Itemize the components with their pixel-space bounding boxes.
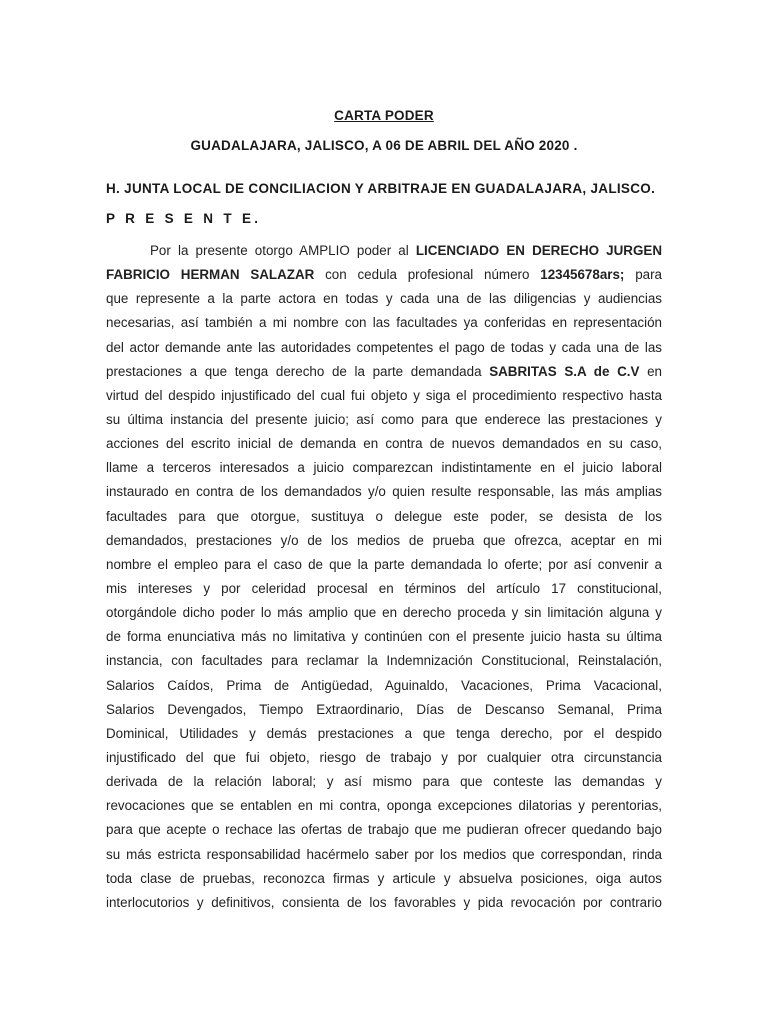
bold-text: SABRITAS S.A de C.V [489,363,640,379]
body-line [106,649,662,673]
body-line [106,360,662,384]
body-line [106,601,662,625]
body-line [106,287,662,311]
body-text: interlocutorios y definitivos, consienta de los favorables y pida revocación por contrario [106,894,662,910]
body-text: para que acepte o rechace las ofertas de trabajo que me pudieran ofrecer quedando bajo [106,822,662,838]
body-text: Dominical, Utilidades y demás prestaciones a que tenga derecho, por el despido [106,725,662,741]
body-line [106,891,662,915]
body-text: otorgándole dicho poder lo más amplio que en derecho proceda y sin limitación alguna y [106,605,662,621]
bold-text: LICENCIADO EN DERECHO JURGEN [415,243,662,258]
body-text: en [639,363,662,379]
body-line [106,239,662,263]
document-title: CARTA PODER [334,108,434,123]
body-line [106,625,662,649]
body-line [106,794,662,818]
body-text: nombre el empleo para el caso de que la parte demandada lo oferte; por así convenir a [106,556,662,572]
body-text: para [624,267,662,283]
body-text: instancia, con facultades para reclamar la Indemnización Constitucional, Reinstalación, [106,653,662,669]
body-line [106,722,662,746]
bold-text: FABRICIO HERMAN SALAZAR [106,267,315,283]
body-text: virtud del despido injustificado del cual fui objeto y siga el procedimiento respectivo hasta [106,387,662,403]
addressee: H. JUNTA LOCAL DE CONCILIACION Y ARBITRAJE EN GUADALAJARA, JALISCO. [106,181,656,196]
body-text: que represente a la parte actora en todas y cada una de las diligencias y audiencias [106,291,662,307]
body-text: Por la presente otorgo AMPLIO poder al [150,243,416,258]
body-line [106,577,662,601]
body-text: facultades para que otorgue, sustituya o delegue este poder, se desista de los [106,508,662,524]
body-text: toda clase de pruebas, reconozca firmas y articule y absuelva posiciones, oiga autos [106,870,662,886]
body-line [106,263,662,287]
body-text: llame a terceros interesados a juicio comparezcan indistintamente en el juicio laboral [106,460,662,476]
body-line [106,674,662,698]
body-text: demandados, prestaciones y/o de los medios de prueba que ofrezca, aceptar en mi [106,532,662,548]
body-line [106,480,662,504]
body-text: derivada de la relación laboral; y así mismo para que conteste las demandas y [106,774,662,790]
body-line [106,698,662,722]
body-text: necesarias, así también a mi nombre con las facultades ya conferidas en representación [106,315,662,331]
body-text: su más estricta responsabilidad hacérmelo saber por los medios que correspondan, rinda [106,846,662,862]
body-line [106,311,662,335]
body-text: de forma enunciativa más no limitativa y continúen con el presente juicio hasta su última [106,629,662,645]
body-line [106,746,662,770]
body-line [106,770,662,794]
body-line [106,843,662,867]
body-text: del actor demande ante las autoridades competentes el pago de todas y cada una de las [106,339,662,355]
body-text: injustificado del que fui objeto, riesgo de trabajo y por cualquier otra circunstancia [106,749,662,765]
body-line [106,818,662,842]
body-paragraph [106,239,662,915]
body-text: acciones del escrito inicial de demanda en contra de nuevos demandados en su caso, [106,436,662,452]
place-and-date: GUADALAJARA, JALISCO, A 06 DE ABRIL DEL AÑO 2020 . [190,138,578,153]
body-line [106,408,662,432]
body-text: Salarios Caídos, Prima de Antigüedad, Aguinaldo, Vacaciones, Prima Vacacional, [106,677,662,693]
body-line [106,456,662,480]
body-line [106,867,662,891]
body-line [106,384,662,408]
body-line [106,336,662,360]
body-text: revocaciones que se entablen en mi contra, oponga excepciones dilatorias y perentorias, [106,798,662,814]
body-text: prestaciones a que tenga derecho de la parte demandada [106,363,490,379]
body-text: instaurado en contra de los demandados y/o quien resulte responsable, las más amplias [106,484,662,500]
bold-text: 12345678ars; [540,267,625,283]
body-text: con cedula profesional número [314,267,541,283]
body-text: Salarios Devengados, Tiempo Extraordinario, Días de Descanso Semanal, Prima [106,701,662,717]
body-line [106,432,662,456]
body-text: su última instancia del presente juicio; así como para que enderece las prestaciones y [106,411,662,427]
body-line [106,553,662,577]
body-line [106,505,662,529]
body-line [106,529,662,553]
presente-heading: P R E S E N T E. [106,211,262,226]
body-text: mis intereses y por celeridad procesal en términos del artículo 17 constitucional, [106,580,662,596]
